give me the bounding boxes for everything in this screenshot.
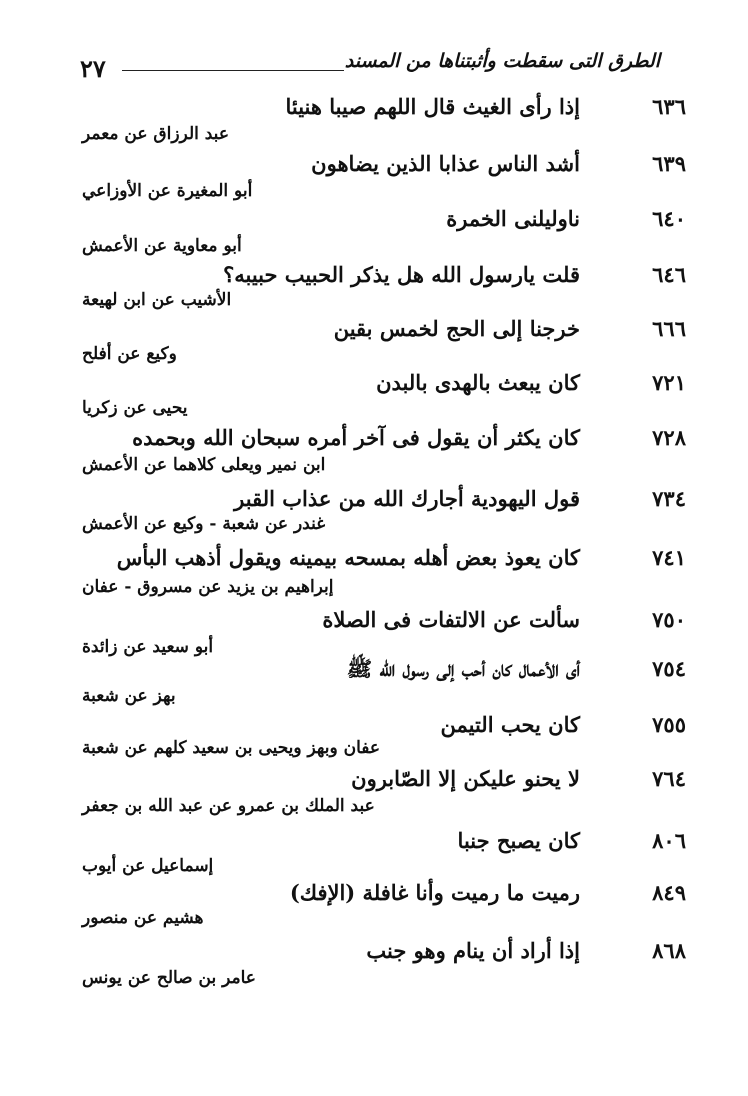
- entry-source: أبو المغيرة عن الأوزاعي: [82, 181, 253, 201]
- entry-number: ٦٤٦: [652, 262, 686, 287]
- entry-row: [0, 206, 748, 256]
- entry-number: ٧٦٤: [652, 766, 686, 791]
- entry-source: هشيم عن منصور: [82, 908, 204, 928]
- entry-row: [0, 766, 748, 816]
- entry-number: ٧٢٨: [652, 425, 686, 450]
- entry-title: أشد الناس عذابا الذين يضاهون: [311, 151, 580, 176]
- entry-number: ٧٣٤: [652, 486, 686, 511]
- entry-row: [0, 656, 748, 706]
- entry-title: سألت عن الالتفات فى الصلاة: [322, 607, 580, 632]
- entry-source: أبو معاوية عن الأعمش: [82, 236, 242, 256]
- entry-title: كان يعوذ بعض أهله بمسحه بيمينه ويقول أذهب البأس: [116, 545, 580, 570]
- entry-number: ٧٢١: [652, 370, 686, 395]
- entry-title: رميت ما رميت وأنا غافلة (الإفك): [289, 880, 580, 905]
- entry-row: [0, 828, 748, 878]
- entry-source: وكيع عن أفلح: [82, 344, 177, 364]
- entry-source: الأشيب عن ابن لهيعة: [82, 290, 232, 310]
- entry-source: إسماعيل عن أيوب: [82, 856, 214, 876]
- entry-row: [0, 370, 748, 420]
- entry-source: عفان وبهز ويحيى بن سعيد كلهم عن شعبة: [82, 738, 381, 758]
- entry-number: ٦٣٦: [652, 94, 686, 119]
- entry-source: عبد الرزاق عن معمر: [82, 124, 229, 144]
- entry-source: ابن نمير ويعلى كلاهما عن الأعمش: [82, 455, 326, 475]
- page-number: ٢٧: [80, 54, 106, 83]
- entry-row: [0, 151, 748, 201]
- entry-row: [0, 545, 748, 595]
- entry-title: إذا رأى الغيث قال اللهم صيبا هنيئا: [285, 94, 580, 119]
- entry-row: [0, 712, 748, 762]
- entry-title: كان يصبح جنبا: [457, 828, 580, 853]
- entry-number: ٨٠٦: [652, 828, 686, 853]
- entry-number: ٧٥٤: [652, 656, 686, 681]
- entry-row: [0, 938, 748, 988]
- entry-title: كان يكثر أن يقول فى آخر أمره سبحان الله وبحمده: [132, 425, 580, 450]
- entry-row: [0, 607, 748, 657]
- entry-title: أى الأعمال كان أحب إلى رسول الله ﷺ: [346, 656, 580, 681]
- entry-row: [0, 262, 748, 312]
- entry-title: قلت يارسول الله هل يذكر الحبيب حبيبه؟: [223, 262, 580, 287]
- entry-number: ٧٤١: [652, 545, 686, 570]
- entry-title: ناوليلنى الخمرة: [446, 206, 580, 231]
- entry-title: إذا أراد أن ينام وهو جنب: [366, 938, 580, 963]
- entry-number: ٦٦٦: [652, 316, 686, 341]
- entry-source: إبراهيم بن يزيد عن مسروق - عفان: [82, 577, 334, 597]
- entry-number: ٦٤٠: [652, 206, 686, 231]
- entry-row: [0, 316, 748, 366]
- entry-title: خرجنا إلى الحج لخمس بقين: [333, 316, 580, 341]
- entry-number: ٧٥٥: [652, 712, 686, 737]
- entry-number: ٨٤٩: [652, 880, 686, 905]
- entry-title: قول اليهودية أجارك الله من عذاب القبر: [234, 486, 580, 511]
- entry-number: ٦٣٩: [652, 151, 686, 176]
- entry-row: [0, 425, 748, 475]
- entry-source: عبد الملك بن عمرو عن عبد الله بن جعفر: [82, 796, 375, 816]
- entry-row: [0, 880, 748, 930]
- entry-source: أبو سعيد عن زائدة: [82, 637, 214, 657]
- entry-row: [0, 486, 748, 536]
- running-title: الطرق التى سقطت وأثبتناها من المسند: [344, 50, 660, 72]
- entry-title: كان يحب التيمن: [440, 712, 580, 737]
- entry-title: كان يبعث بالهدى بالبدن: [376, 370, 580, 395]
- entry-number: ٨٦٨: [652, 938, 686, 963]
- entry-title: لا يحنو عليكن إلا الصّابرون: [351, 766, 580, 791]
- entry-source: غندر عن شعبة - وكيع عن الأعمش: [82, 514, 326, 534]
- entry-row: [0, 94, 748, 144]
- entry-source: عامر بن صالح عن يونس: [82, 968, 256, 988]
- entry-source: يحيى عن زكريا: [82, 398, 188, 418]
- entry-number: ٧٥٠: [652, 607, 686, 632]
- entry-source: بهز عن شعبة: [82, 686, 176, 706]
